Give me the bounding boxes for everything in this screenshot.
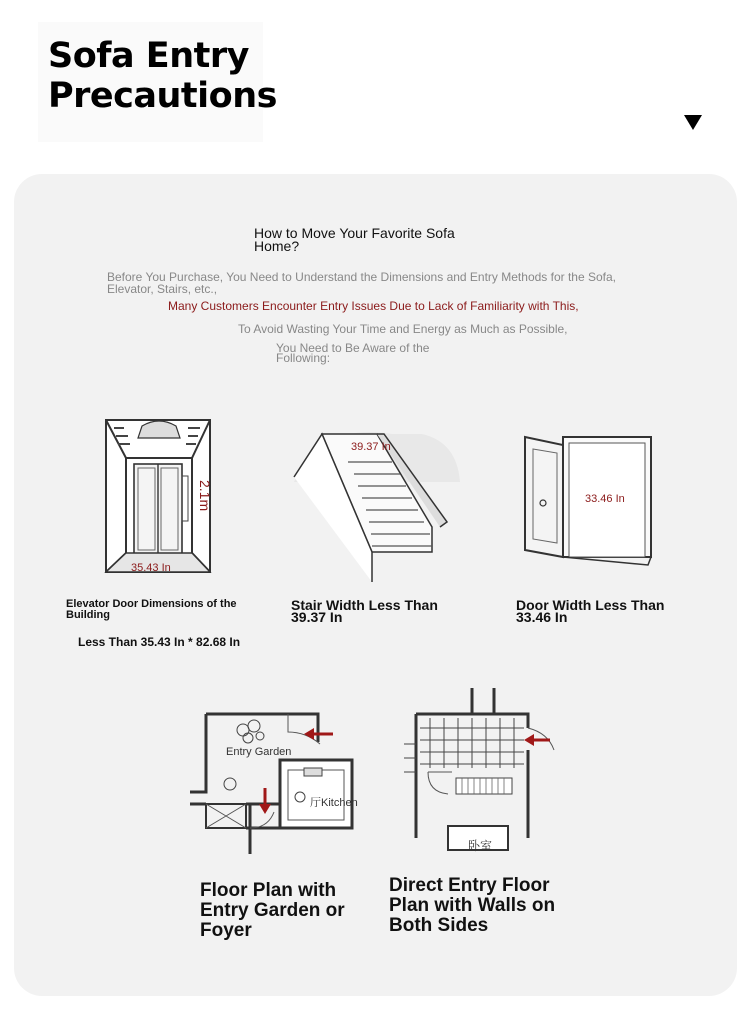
scroll-down-icon[interactable] xyxy=(684,115,702,130)
direct-entry-caption: Direct Entry Floor Plan with Walls on Both Sides xyxy=(389,875,556,936)
kitchen-label: 厅Kitchen xyxy=(310,797,358,809)
entry-garden-caption: Floor Plan with Entry Garden or Foyer xyxy=(200,880,345,941)
elevator-caption: Elevator Door Dimensions of the Building xyxy=(66,598,237,621)
title-block xyxy=(38,22,277,142)
intro-title: How to Move Your Favorite Sofa Home? xyxy=(254,225,455,254)
stairs-illustration xyxy=(292,432,462,582)
door-caption: Door Width Less Than 33.46 In xyxy=(516,597,665,625)
stairs-width-label: 39.37 In xyxy=(351,441,391,453)
elevator-illustration xyxy=(104,418,214,578)
entry-garden-label: Entry Garden xyxy=(226,746,292,758)
content-card xyxy=(14,174,737,996)
bedroom-label: 卧室 xyxy=(468,839,493,853)
direct-entry-plan xyxy=(398,688,558,856)
door-illustration xyxy=(523,435,653,567)
door-width-label: 33.46 In xyxy=(585,493,625,505)
elevator-width-label: 35.43 In xyxy=(131,562,171,574)
intro-line-2: Many Customers Encounter Entry Issues Due to Lack of Familiarity with This, xyxy=(168,299,579,313)
intro-line-3: To Avoid Wasting Your Time and Energy as Much as Possible, xyxy=(238,322,568,336)
elevator-note: Less Than 35.43 In * 82.68 In xyxy=(78,635,241,649)
stairs-caption: Stair Width Less Than 39.37 In xyxy=(291,597,438,625)
entry-garden-plan xyxy=(188,712,358,857)
page-title: Sofa Entry Precautions xyxy=(48,36,277,116)
intro-line-4: You Need to Be Aware of the Following: xyxy=(276,341,430,365)
elevator-height-label: 2.1m xyxy=(197,480,213,512)
intro-line-1: Before You Purchase, You Need to Understand the Dimensions and Entry Methods for the Sofa, Elevator, Stairs, etc., xyxy=(107,270,616,296)
